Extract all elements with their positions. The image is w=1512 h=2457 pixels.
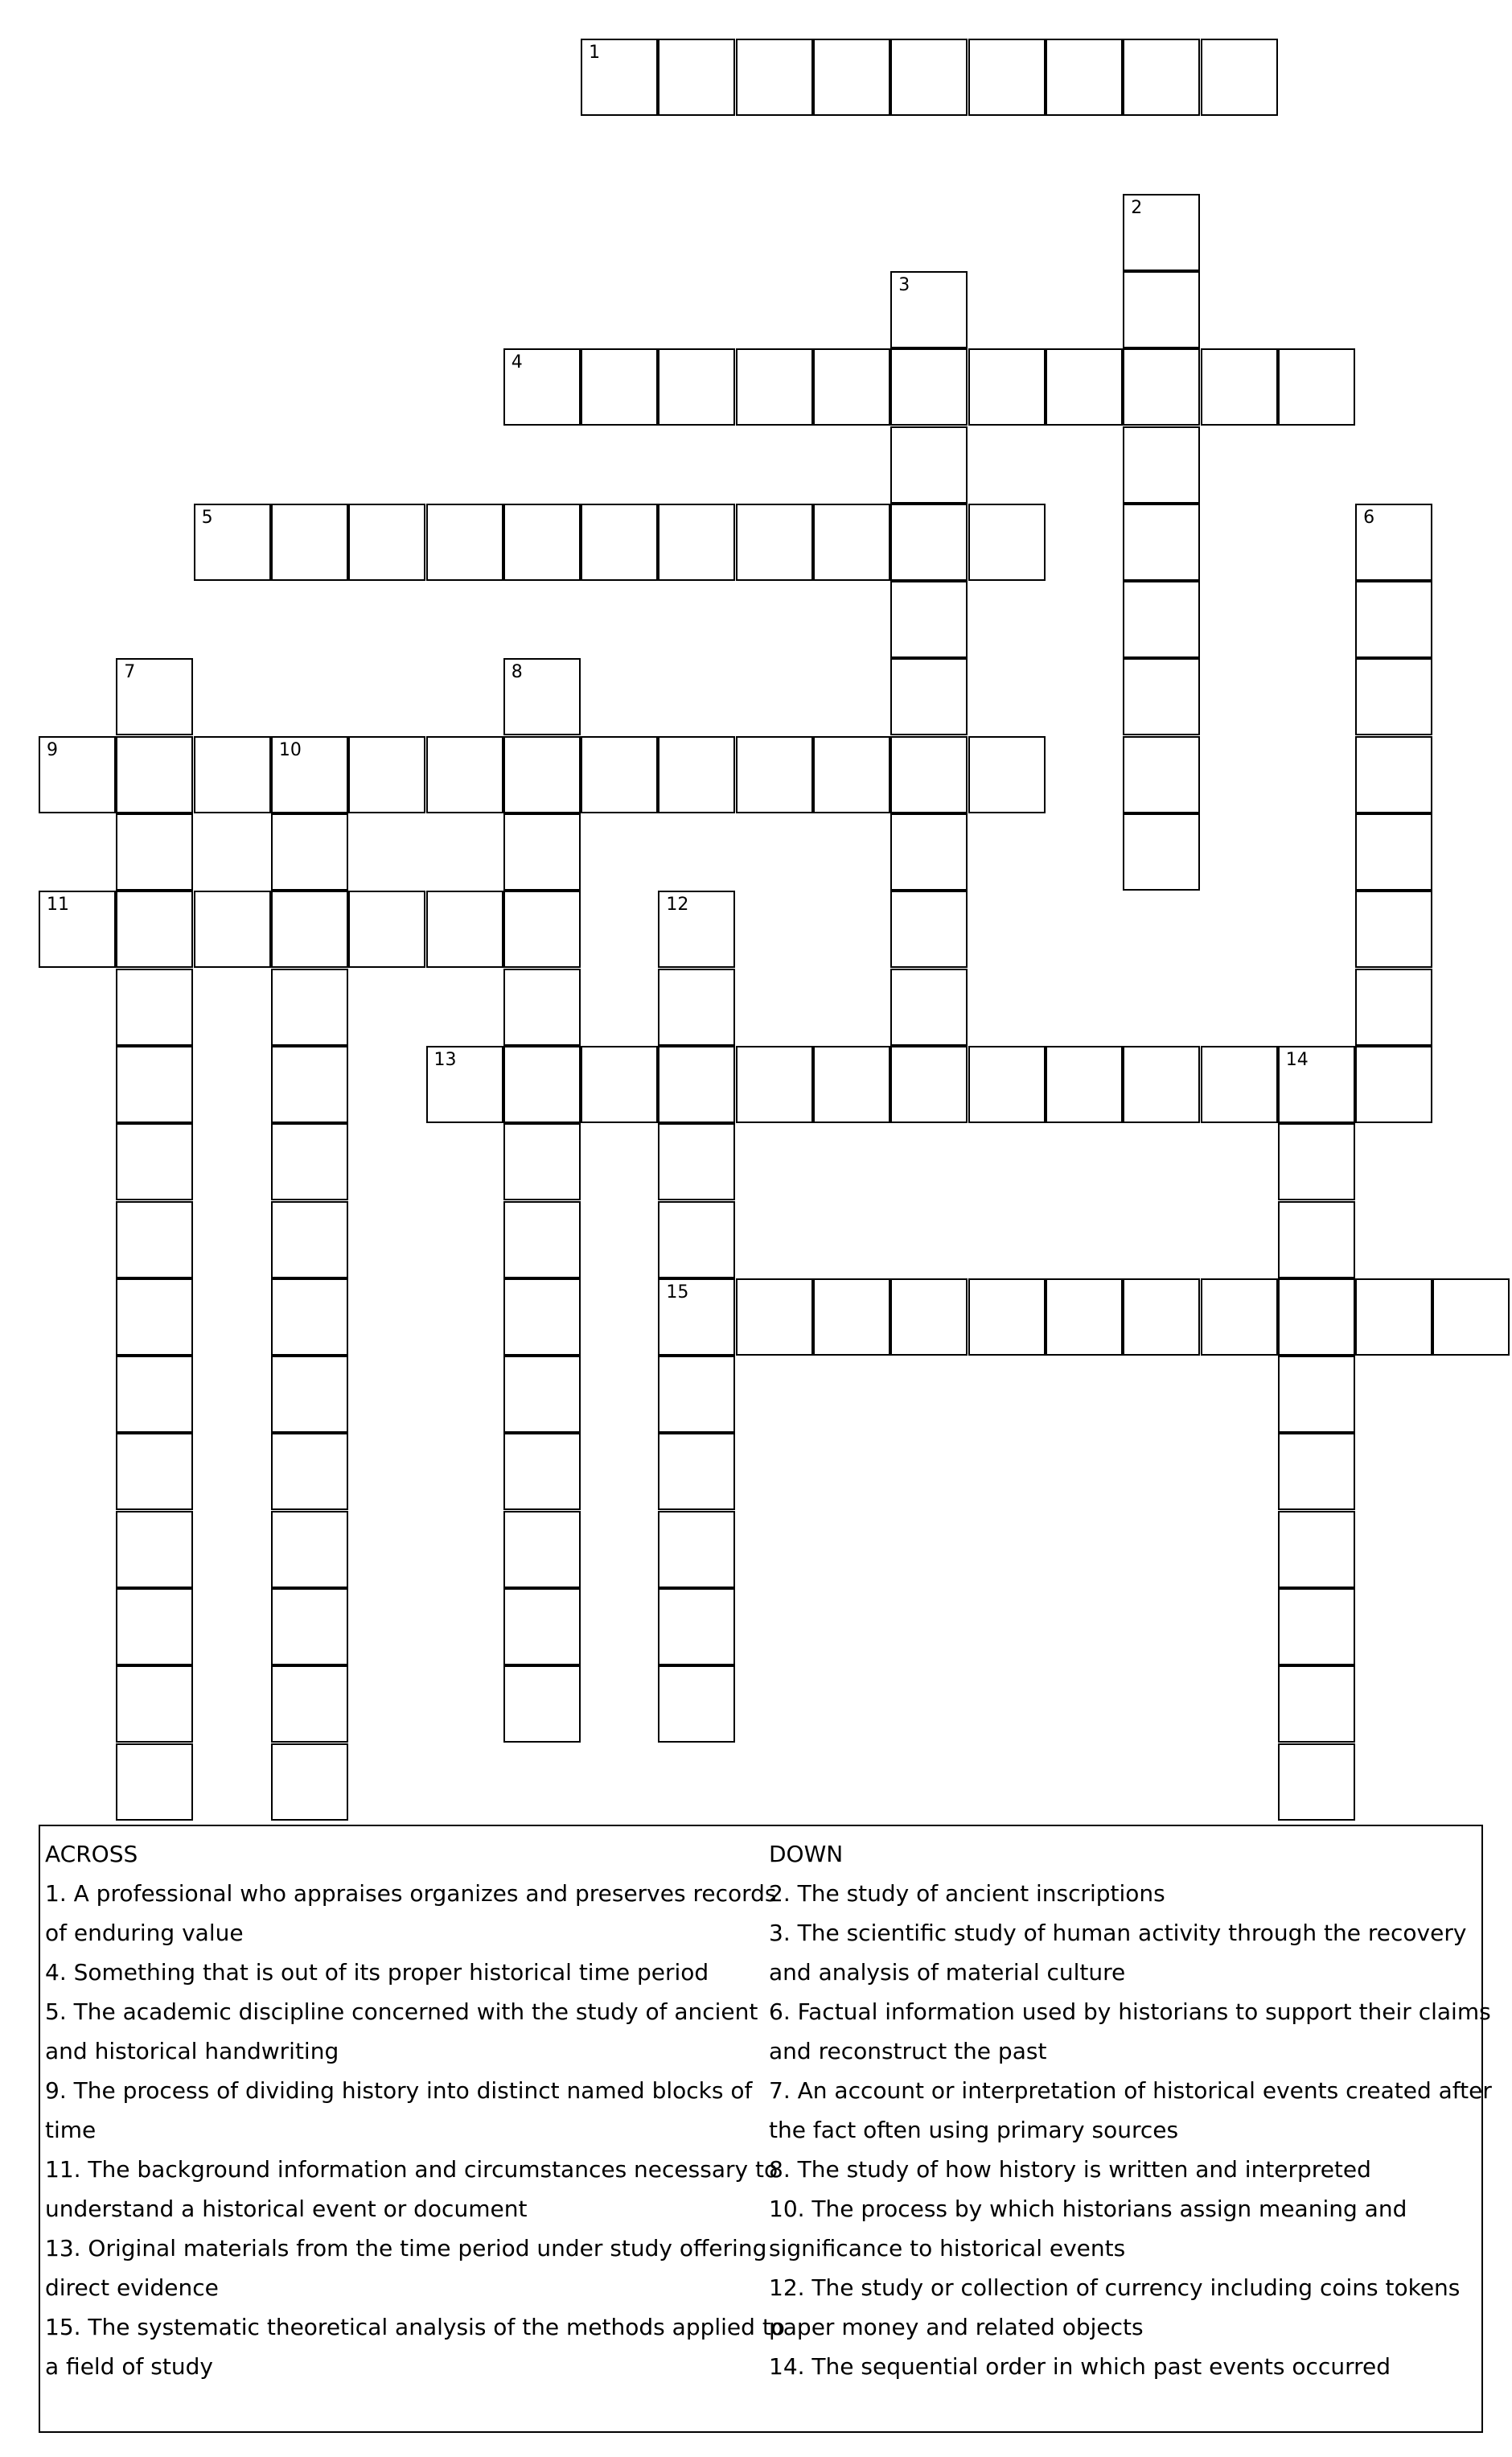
clue-number: 5 [201,507,213,528]
crossword-cell[interactable] [658,1433,735,1510]
crossword-cell[interactable] [968,736,1046,813]
across-clue-11-line: 11. The background information and circumstances necessary to [45,2156,779,2183]
across-clue-15-line: a field of study [45,2353,213,2380]
clue-number: 11 [47,895,69,916]
crossword-cell[interactable] [1278,1356,1355,1433]
crossword-cell[interactable] [1123,581,1200,658]
crossword-cell[interactable] [1432,1278,1510,1356]
crossword-cell[interactable] [968,504,1046,581]
crossword-cell[interactable] [1278,1511,1355,1588]
crossword-cell[interactable] [503,1123,581,1200]
crossword-cell[interactable] [890,1278,968,1356]
crossword-cell[interactable] [1355,891,1432,968]
crossword-cell[interactable] [503,969,581,1046]
across-heading: ACROSS [45,1841,138,1867]
across-clue-5-line: and historical handwriting [45,2038,339,2064]
clue-number: 12 [666,895,689,916]
crossword-cell[interactable] [426,891,503,968]
crossword-cell[interactable] [194,891,271,968]
clue-number: 7 [124,662,136,683]
crossword-cell[interactable] [271,1511,348,1588]
crossword-cell[interactable] [426,736,503,813]
crossword-cell[interactable] [271,1123,348,1200]
crossword-cell[interactable] [271,813,348,891]
crossword-cell[interactable] [503,1588,581,1665]
crossword-cell[interactable] [1123,736,1200,813]
down-clue-3-line: and analysis of material culture [769,1959,1126,1986]
crossword-cell[interactable] [890,969,968,1046]
across-clue-5-line: 5. The academic discipline concerned with the study of ancient [45,1998,758,2025]
crossword-cell[interactable] [1278,1433,1355,1510]
crossword-cell[interactable] [116,1588,193,1665]
down-clues [769,1834,1492,2386]
crossword-cell[interactable] [890,1046,968,1123]
crossword-cell[interactable] [348,891,425,968]
down-clue-2-line: 2. The study of ancient inscriptions [769,1880,1165,1907]
clue-number: 6 [1363,507,1375,528]
crossword-cell[interactable] [658,504,735,581]
crossword-cell[interactable] [116,658,193,735]
crossword-cell[interactable] [271,891,348,968]
across-clue-11-line: understand a historical event or document [45,2196,528,2222]
crossword-cell[interactable] [658,736,735,813]
crossword-cell[interactable] [890,504,968,581]
crossword-cell[interactable] [890,581,968,658]
across-clue-13-line: 13. Original materials from the time period under study offering [45,2235,767,2262]
crossword-cell[interactable] [1355,581,1432,658]
crossword-cell[interactable] [1123,658,1200,735]
crossword-cell[interactable] [658,1278,735,1356]
crossword-cell[interactable] [658,1123,735,1200]
across-clue-13-line: direct evidence [45,2274,219,2301]
down-clue-12-line: paper money and related objects [769,2314,1144,2340]
crossword-cell[interactable] [503,1433,581,1510]
clue-number: 13 [433,1049,457,1070]
crossword-cell[interactable] [1201,1046,1278,1123]
clue-number: 3 [898,274,910,295]
crossword-cell[interactable] [116,1665,193,1743]
crossword-cell[interactable] [581,1046,658,1123]
crossword-cell[interactable] [1355,813,1432,891]
down-clue-6-line: and reconstruct the past [769,2038,1047,2064]
crossword-cell[interactable] [658,891,735,968]
crossword-cell[interactable] [1123,1278,1200,1356]
crossword-cell[interactable] [581,504,658,581]
down-heading: DOWN [769,1841,844,1867]
down-clue-10-line: significance to historical events [769,2235,1126,2262]
crossword-cell[interactable] [1278,1201,1355,1278]
crossword-cell[interactable] [503,813,581,891]
crossword-cell[interactable] [503,1278,581,1356]
crossword-cell[interactable] [271,1665,348,1743]
clue-number: 10 [278,739,302,760]
crossword-cell[interactable] [968,39,1046,116]
across-clue-9-line: time [45,2117,97,2143]
crossword-cell[interactable] [116,1433,193,1510]
clues-panel [39,1825,1492,2433]
down-clue-7-line: the fact often using primary sources [769,2117,1179,2143]
across-clue-1-line: of enduring value [45,1920,244,1946]
crossword-cell[interactable] [658,1511,735,1588]
crossword-cell[interactable] [890,348,968,426]
crossword-cell[interactable] [1278,1588,1355,1665]
crossword-cell[interactable] [503,1356,581,1433]
crossword-cell[interactable] [658,1665,735,1743]
crossword-cell[interactable] [1046,1278,1123,1356]
crossword-cell[interactable] [581,736,658,813]
crossword-cell[interactable] [348,504,425,581]
crossword-cell[interactable] [736,39,813,116]
crossword-cell[interactable] [1046,348,1123,426]
crossword-cell[interactable] [813,39,890,116]
crossword-cell[interactable] [1046,1046,1123,1123]
crossword-cell[interactable] [1123,1046,1200,1123]
crossword-cell[interactable] [736,1278,813,1356]
crossword-cell[interactable] [736,504,813,581]
crossword-cell[interactable] [968,348,1046,426]
across-clue-9-line: 9. The process of dividing history into distinct named blocks of [45,2077,753,2104]
down-clue-3-line: 3. The scientific study of human activity through the recovery [769,1920,1467,1946]
crossword-cell[interactable] [890,658,968,735]
crossword-cell[interactable] [1201,348,1278,426]
crossword-cell[interactable] [736,348,813,426]
down-clue-14-line: 14. The sequential order in which past events occurred [769,2353,1391,2380]
crossword-cell[interactable] [813,1046,890,1123]
crossword-cell[interactable] [271,1433,348,1510]
crossword-cell[interactable] [813,348,890,426]
crossword-cell[interactable] [1355,969,1432,1046]
crossword-cell[interactable] [658,1356,735,1433]
crossword-cell[interactable] [658,39,735,116]
crossword-cell[interactable] [503,891,581,968]
crossword-cell[interactable] [658,1588,735,1665]
crossword-cell[interactable] [658,969,735,1046]
clue-number: 9 [47,739,58,760]
crossword-cell[interactable] [116,1356,193,1433]
crossword-cell[interactable] [890,736,968,813]
crossword-cell[interactable] [1123,348,1200,426]
crossword-cell[interactable] [1355,1046,1432,1123]
crossword-cell[interactable] [658,1201,735,1278]
crossword-cell[interactable] [1278,1743,1355,1821]
crossword-cell[interactable] [348,736,425,813]
crossword-cell[interactable] [426,504,503,581]
crossword-cell[interactable] [194,504,271,581]
crossword-cell[interactable] [116,891,193,968]
crossword-cell[interactable] [503,736,581,813]
across-clue-4-line: 4. Something that is out of its proper historical time period [45,1959,709,1986]
clue-number: 2 [1131,197,1143,218]
crossword-cell[interactable] [503,348,581,426]
clue-number: 1 [589,43,601,63]
crossword-cell[interactable] [813,736,890,813]
crossword-cell[interactable] [968,1278,1046,1356]
crossword-cell[interactable] [116,1201,193,1278]
down-clue-10-line: 10. The process by which historians assign meaning and [769,2196,1407,2222]
crossword-cell[interactable] [1046,39,1123,116]
crossword-cell[interactable] [968,1046,1046,1123]
crossword-cell[interactable] [116,813,193,891]
crossword-cell[interactable] [503,658,581,735]
crossword-cell[interactable] [503,1201,581,1278]
crossword-cell[interactable] [1123,426,1200,504]
crossword-cell[interactable] [503,1665,581,1743]
crossword-cell[interactable] [271,1588,348,1665]
crossword-cell[interactable] [271,1046,348,1123]
crossword-cell[interactable] [271,736,348,813]
crossword-cell[interactable] [1355,736,1432,813]
crossword-cell[interactable] [39,891,116,968]
down-clue-8-line: 8. The study of how history is written and interpreted [769,2156,1371,2183]
crossword-cell[interactable] [503,504,581,581]
crossword-cell[interactable] [1278,1123,1355,1200]
crossword-cell[interactable] [581,348,658,426]
crossword-cell[interactable] [271,504,348,581]
clue-number: 8 [511,662,523,683]
clue-number: 4 [511,352,523,373]
crossword-cell[interactable] [116,736,193,813]
crossword-cell[interactable] [658,1046,735,1123]
crossword-cell[interactable] [1123,39,1200,116]
crossword-cell[interactable] [890,813,968,891]
down-clue-6-line: 6. Factual information used by historians to support their claims [769,1998,1491,2025]
across-clues [45,1834,785,2386]
crossword-cell[interactable] [890,426,968,504]
crossword-cell[interactable] [736,1046,813,1123]
crossword-cell[interactable] [658,348,735,426]
crossword-cell[interactable] [271,1201,348,1278]
down-clue-7-line: 7. An account or interpretation of historical events created after [769,2077,1492,2104]
clue-number: 15 [666,1282,689,1303]
crossword-cell[interactable] [1355,1278,1432,1356]
across-clue-15-line: 15. The systematic theoretical analysis of the methods applied to [45,2314,785,2340]
crossword-cell[interactable] [1355,658,1432,735]
crossword-cell[interactable] [1201,1278,1278,1356]
crossword-cell[interactable] [271,1356,348,1433]
crossword-cell[interactable] [1278,1278,1355,1356]
crossword-cell[interactable] [1278,1046,1355,1123]
crossword-cell[interactable] [116,1123,193,1200]
crossword-cell[interactable] [116,969,193,1046]
crossword-cell[interactable] [271,1743,348,1821]
crossword-cell[interactable] [271,969,348,1046]
crossword-cell[interactable] [116,1743,193,1821]
crossword-cell[interactable] [1278,348,1355,426]
crossword-cell[interactable] [116,1046,193,1123]
crossword-cell[interactable] [194,736,271,813]
across-clue-1-line: 1. A professional who appraises organizes and preserves records [45,1880,777,1907]
crossword-cell[interactable] [39,736,116,813]
crossword-cell[interactable] [426,1046,503,1123]
crossword-cell[interactable] [116,1278,193,1356]
crossword-cell[interactable] [1201,39,1278,116]
crossword-cell[interactable] [1123,813,1200,891]
crossword-cell[interactable] [1355,504,1432,581]
crossword-cell[interactable] [271,1278,348,1356]
crossword-cell[interactable] [813,1278,890,1356]
crossword-cell[interactable] [1123,194,1200,271]
crossword-cell[interactable] [1123,504,1200,581]
crossword-cell[interactable] [890,39,968,116]
clue-number: 14 [1285,1049,1309,1070]
crossword-cell[interactable] [890,271,968,348]
crossword-cell[interactable] [503,1511,581,1588]
crossword-cell[interactable] [1278,1665,1355,1743]
crossword-cell[interactable] [736,736,813,813]
down-clue-12-line: 12. The study or collection of currency including coins tokens [769,2274,1461,2301]
crossword-cell[interactable] [813,504,890,581]
crossword-cell[interactable] [503,1046,581,1123]
crossword-cell[interactable] [116,1511,193,1588]
crossword-cell[interactable] [1123,271,1200,348]
crossword-cell[interactable] [890,891,968,968]
crossword-cell[interactable] [581,39,658,116]
